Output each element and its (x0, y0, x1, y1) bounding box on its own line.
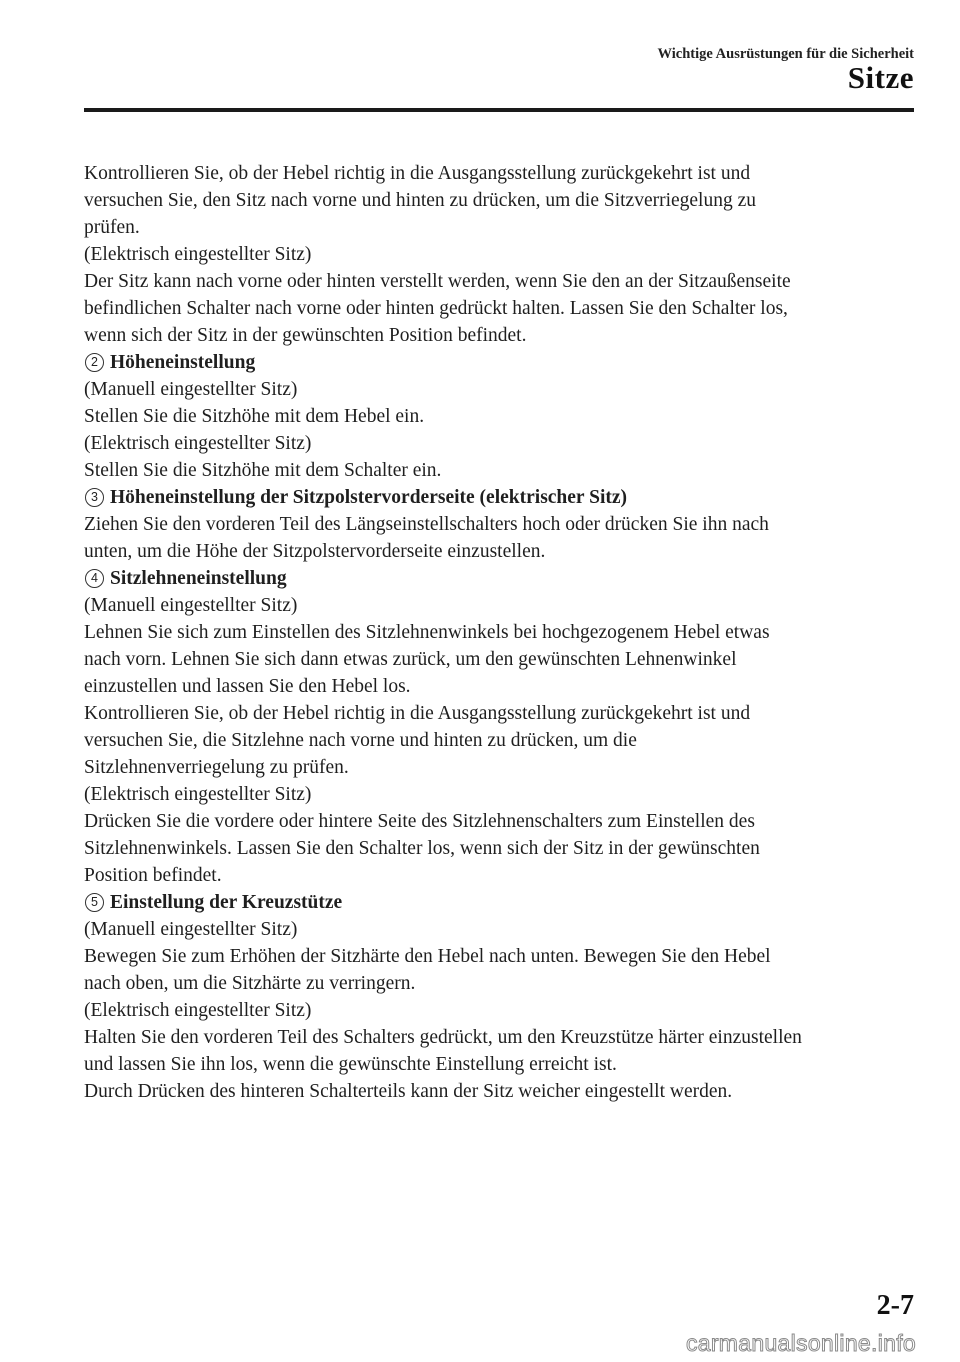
watermark: carmanualsonline.info (685, 1330, 916, 1356)
text-line: Der Sitz kann nach vorne oder hinten verstellt werden, wenn Sie den an der Sitzaußenseite (84, 271, 791, 292)
text-line: versuchen Sie, die Sitzlehne nach vorne und hinten zu drücken, um die (84, 730, 637, 751)
text-line: Drücken Sie die vordere oder hintere Seite des Sitzlehnenschalters zum Einstellen des (84, 811, 755, 832)
text-line: (Elektrisch eingestellter Sitz) (84, 784, 312, 805)
page-number: 2-7 (876, 1290, 914, 1321)
section-lumbar-support (84, 889, 916, 1105)
text-line: nach oben, um die Sitzhärte zu verringern. (84, 973, 416, 994)
text-line: Kontrollieren Sie, ob der Hebel richtig in die Ausgangsstellung zurückgekehrt ist und (84, 163, 751, 184)
text-line: (Elektrisch eingestellter Sitz) (84, 1000, 312, 1021)
text-line: Bewegen Sie zum Erhöhen der Sitzhärte den Hebel nach unten. Bewegen Sie den Hebel (84, 946, 771, 967)
text-line: und lassen Sie ihn los, wenn die gewünschte Einstellung erreicht ist. (84, 1054, 617, 1075)
text-line: Stellen Sie die Sitzhöhe mit dem Hebel ein. (84, 406, 425, 427)
text-line: unten, um die Höhe der Sitzpolstervorderseite einzustellen. (84, 541, 546, 562)
circled-number-4-icon: 4 (85, 569, 104, 588)
circled-number-3-icon: 3 (85, 488, 104, 507)
circled-number-5-icon: 5 (85, 893, 104, 912)
section-title: Höheneinstellung der Sitzpolstervorderseite (elektrischer Sitz) (110, 487, 628, 508)
section-title: Sitzlehneneinstellung (110, 568, 287, 589)
text-line: einzustellen und lassen Sie den Hebel los. (84, 676, 411, 697)
text-line: Kontrollieren Sie, ob der Hebel richtig in die Ausgangsstellung zurückgekehrt ist und (84, 703, 751, 724)
text-line: (Manuell eingestellter Sitz) (84, 919, 298, 940)
body-text (84, 160, 916, 1105)
section-heading (84, 889, 916, 916)
chapter-title: Wichtige Ausrüstungen für die Sicherheit (657, 46, 914, 62)
text-line: Lehnen Sie sich zum Einstellen des Sitzlehnenwinkels bei hochgezogenem Hebel etwas (84, 622, 770, 643)
text-line: prüfen. (84, 217, 140, 238)
text-line: (Manuell eingestellter Sitz) (84, 379, 298, 400)
text-line: versuchen Sie, den Sitz nach vorne und hinten zu drücken, um die Sitzverriegelung zu (84, 190, 757, 211)
text-line: Durch Drücken des hinteren Schalterteils kann der Sitz weicher eingestellt werden. (84, 1081, 733, 1102)
section-heading (84, 484, 916, 511)
text-line: Sitzlehnenverriegelung zu prüfen. (84, 757, 349, 778)
text-line: Position befindet. (84, 865, 222, 886)
section-heading (84, 349, 916, 376)
section-cushion-front-height (84, 484, 916, 565)
text-line: nach vorn. Lehnen Sie sich dann etwas zurück, um den gewünschten Lehnenwinkel (84, 649, 737, 670)
circled-number-2-icon: 2 (85, 353, 104, 372)
text-line: befindlichen Schalter nach vorne oder hinten gedrückt halten. Lassen Sie den Schalter los, (84, 298, 788, 319)
section-title: Einstellung der Kreuzstütze (110, 892, 343, 913)
section-height-adjustment (84, 349, 916, 484)
text-line: (Manuell eingestellter Sitz) (84, 595, 298, 616)
section-heading (84, 565, 916, 592)
text-line: Sitzlehnenwinkels. Lassen Sie den Schalter los, wenn sich der Sitz in der gewünschten (84, 838, 760, 859)
page-title: Sitze (847, 60, 914, 95)
text-line: Stellen Sie die Sitzhöhe mit dem Schalter ein. (84, 460, 442, 481)
text-line: (Elektrisch eingestellter Sitz) (84, 433, 312, 454)
section-title: Höheneinstellung (110, 352, 256, 373)
text-line: Halten Sie den vorderen Teil des Schalters gedrückt, um den Kreuzstütze härter einzustellen (84, 1027, 802, 1048)
intro-paragraph (84, 160, 916, 349)
section-backrest-adjustment (84, 565, 916, 889)
text-line: wenn sich der Sitz in der gewünschten Position befindet. (84, 325, 527, 346)
header-divider (84, 108, 914, 112)
text-line: (Elektrisch eingestellter Sitz) (84, 244, 312, 265)
text-line: Ziehen Sie den vorderen Teil des Längseinstellschalters hoch oder drücken Sie ihn nach (84, 514, 769, 535)
